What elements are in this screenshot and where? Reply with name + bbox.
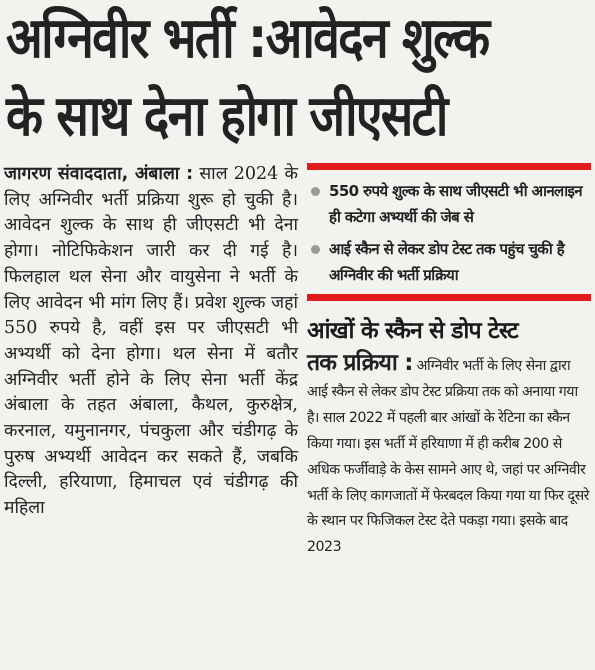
section-body-text — [307, 351, 591, 561]
headline — [6, 0, 591, 156]
dateline: जागरण संवाददाता, अंबाला : — [4, 164, 194, 184]
headline-line-1: अग्निवीर भर्ती :आवेदन शुल्क — [6, 6, 489, 71]
red-rule-bottom — [307, 294, 591, 301]
highlight-item — [307, 236, 591, 288]
highlight-text: 550 रुपये शुल्क के साथ जीएसटी भी आनलाइन ही कटेगा अभ्यर्थी की जेब से — [329, 182, 582, 226]
highlight-item — [307, 178, 591, 230]
section-body: अग्निवीर भर्ती के लिए सेना द्वारा आई स्कैन से लेकर डोप टेस्ट प्रक्रिया तक को अनाया गया है। साल 2022 में पहली बार आंखों के रेटिना का स्कैन किया गया। इस भर्ती में हरियाणा में ही करीब 200 से अधिक फर्जीवाड़े के केस सामने आए थे, जहां पर अग्निवीर भर्ती के लिए कागजातों में फेरबदल किया गया या फिर दूसरे के स्थान पर फिजिकल टेस्ट देते पकड़ा गया। इसके बाद 2023 — [307, 358, 589, 556]
article-column-right — [307, 163, 591, 561]
section-subhead-continued: तक प्रक्रिया : — [307, 350, 413, 376]
highlight-text: आई स्कैन से लेकर डोप टेस्ट तक पहुंच चुकी है अग्निवीर की भर्ती प्रक्रिया — [329, 240, 565, 284]
bullet-dot-icon — [311, 187, 320, 196]
article-column-left — [4, 162, 298, 522]
section-subhead: आंखों के स्कैन से डोप टेस्ट — [307, 318, 518, 344]
article-body: साल 2024 के लिए अग्निवीर भर्ती प्रक्रिया शुरू हो चुकी है। आवेदन शुल्क के साथ ही जीएसटी भी देना होगा। नोटिफिकेशन जारी कर दी गई है। फिलहाल थल सेना और वायुसेना ने भर्ती के लिए आवेदन भी मांग लिए हैं। प्रवेश शुल्क जहां 550 रुपये है, वहीं इस पर जीएसटी भी अभ्यर्थी को देना होगा। थल सेना में बतौर अग्निवीर भर्ती होने के लिए सेना भर्ती केंद्र अंबाला के तहत अंबाला, कैथल, कुरुक्षेत्र, करनाल, यमुनानगर, पंचकुला और चंडीगढ़ के पुरुष अभ्यर्थी आवेदन कर सकते हैं, जबकि दिल्ली, हरियाणा, हिमाचल एवं चंडीगढ़ की महिला — [4, 164, 298, 519]
highlight-list — [307, 178, 591, 288]
headline-line-2: के साथ देना होगा जीएसटी — [6, 84, 447, 149]
red-rule-top — [307, 163, 591, 170]
bullet-dot-icon — [311, 245, 320, 254]
